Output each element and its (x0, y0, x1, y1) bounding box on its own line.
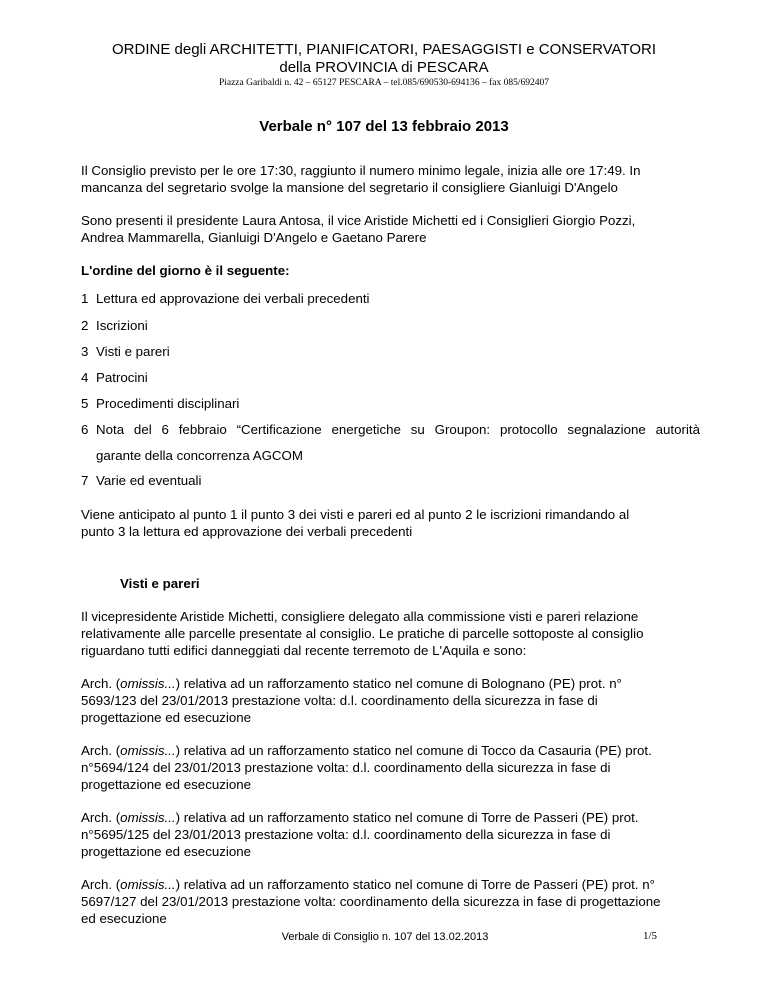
parcel-entry-line-1 (81, 809, 701, 826)
reorder-paragraph-line-2: punto 3 la lettura ed approvazione dei verbali precedenti (81, 524, 413, 539)
intro-paragraph-1-line-2: mancanza del segretario svolge la mansione del segretario il consigliere Gianluigi D'Angelo (81, 180, 618, 195)
entry-text: ) relativa ad un rafforzamento statico nel comune di Torre de Passeri (PE) prot. (175, 810, 639, 825)
parcel-entry-line-1 (81, 675, 701, 692)
agenda-heading: L'ordine del giorno è il seguente: (81, 263, 290, 278)
entry-text: ) relativa ad un rafforzamento statico nel comune di Bolognano (PE) prot. n° (175, 676, 622, 691)
page-number: 1/5 (643, 930, 658, 942)
intro-paragraph-2-line-2: Andrea Mammarella, Gianluigi D'Angelo e Gaetano Parere (81, 230, 427, 245)
parcel-entry-line-2: 5693/123 del 23/01/2013 prestazione volta: d.l. coordinamento della sicurezza in fase di (81, 693, 598, 708)
section-intro-line-1: Il vicepresidente Aristide Michetti, consigliere delegato alla commissione visti e pareri relazione (81, 609, 639, 624)
intro-paragraph-1-line-1: Il Consiglio previsto per le ore 17:30, raggiunto il numero minimo legale, inizia alle ore 17:49. In (81, 163, 641, 178)
section-intro-line-3: riguardano tutti edifici danneggiati dal recente terremoto de L'Aquila e sono: (81, 643, 527, 658)
header-address: Piazza Garibaldi n. 42 – 65127 PESCARA – tel.085/690530-694136 – fax 085/692407 (218, 78, 550, 88)
header-org-name: ORDINE degli ARCHITETTI, PIANIFICATORI, PAESAGGISTI e CONSERVATORI (112, 41, 656, 58)
agenda-item-text: Patrocini (96, 370, 148, 385)
agenda-item-number: 2 (81, 318, 89, 333)
agenda-item-number: 6 (81, 422, 89, 437)
parcel-entry-line-3: progettazione ed esecuzione (81, 844, 252, 859)
agenda-item-number: 3 (81, 344, 89, 359)
agenda-item-text: Iscrizioni (96, 318, 148, 333)
agenda-item-number: 4 (81, 370, 89, 385)
agenda-item-text: Visti e pareri (96, 344, 170, 359)
document-title: Verbale n° 107 del 13 febbraio 2013 (259, 118, 509, 135)
section-intro-line-2: relativamente alle parcelle presentate al consiglio. Le pratiche di parcelle sottoposte al consiglio (81, 626, 644, 641)
reorder-paragraph-line-1: Viene anticipato al punto 1 il punto 3 dei visti e pareri ed al punto 2 le iscrizioni rimandando al (81, 507, 630, 522)
omissis-text: omissis... (120, 743, 176, 758)
parcel-entry-line-2: n°5694/124 del 23/01/2013 prestazione volta: d.l. coordinamento della sicurezza in fase di (81, 760, 611, 775)
omissis-text: omissis... (120, 877, 176, 892)
omissis-text: omissis... (120, 810, 176, 825)
entry-text: ) relativa ad un rafforzamento statico nel comune di Tocco da Casauria (PE) prot. (175, 743, 652, 758)
parcel-entry-line-1 (81, 742, 701, 759)
parcel-entry-line-1 (81, 876, 701, 893)
parcel-entry-line-3: ed esecuzione (81, 911, 167, 926)
header-province: della PROVINCIA di PESCARA (279, 59, 489, 76)
page-footer: Verbale di Consiglio n. 107 del 13.02.2013 (281, 931, 489, 943)
agenda-item-text: Procedimenti disciplinari (96, 396, 240, 411)
entry-prefix: Arch. ( (81, 676, 121, 691)
omissis-text: omissis... (120, 676, 176, 691)
agenda-item-text-continued: garante della concorrenza AGCOM (96, 448, 303, 463)
intro-paragraph-2-line-1: Sono presenti il presidente Laura Antosa, il vice Aristide Michetti ed i Consiglieri Giorgio Pozzi, (81, 213, 636, 228)
agenda-item-number: 5 (81, 396, 89, 411)
agenda-item-number: 1 (81, 291, 89, 306)
parcel-entry-line-2: 5697/127 del 23/01/2013 prestazione volta: coordinamento della sicurezza in fase di progettazione (81, 894, 661, 909)
agenda-item-text: Nota del 6 febbraio “Certificazione energetiche su Groupon: protocollo segnalazione autorità (96, 422, 700, 437)
parcel-entry-line-3: progettazione ed esecuzione (81, 777, 252, 792)
section-heading-visti-e-pareri: Visti e pareri (120, 576, 200, 591)
agenda-item-text: Varie ed eventuali (96, 473, 202, 488)
entry-prefix: Arch. ( (81, 877, 121, 892)
entry-prefix: Arch. ( (81, 743, 121, 758)
entry-prefix: Arch. ( (81, 810, 121, 825)
agenda-item-number: 7 (81, 473, 89, 488)
agenda-item-text: Lettura ed approvazione dei verbali precedenti (96, 291, 370, 306)
parcel-entry-line-2: n°5695/125 del 23/01/2013 prestazione volta: d.l. coordinamento della sicurezza in fase di (81, 827, 611, 842)
entry-text: ) relativa ad un rafforzamento statico nel comune di Torre de Passeri (PE) prot. n° (175, 877, 655, 892)
parcel-entry-line-3: progettazione ed esecuzione (81, 710, 252, 725)
